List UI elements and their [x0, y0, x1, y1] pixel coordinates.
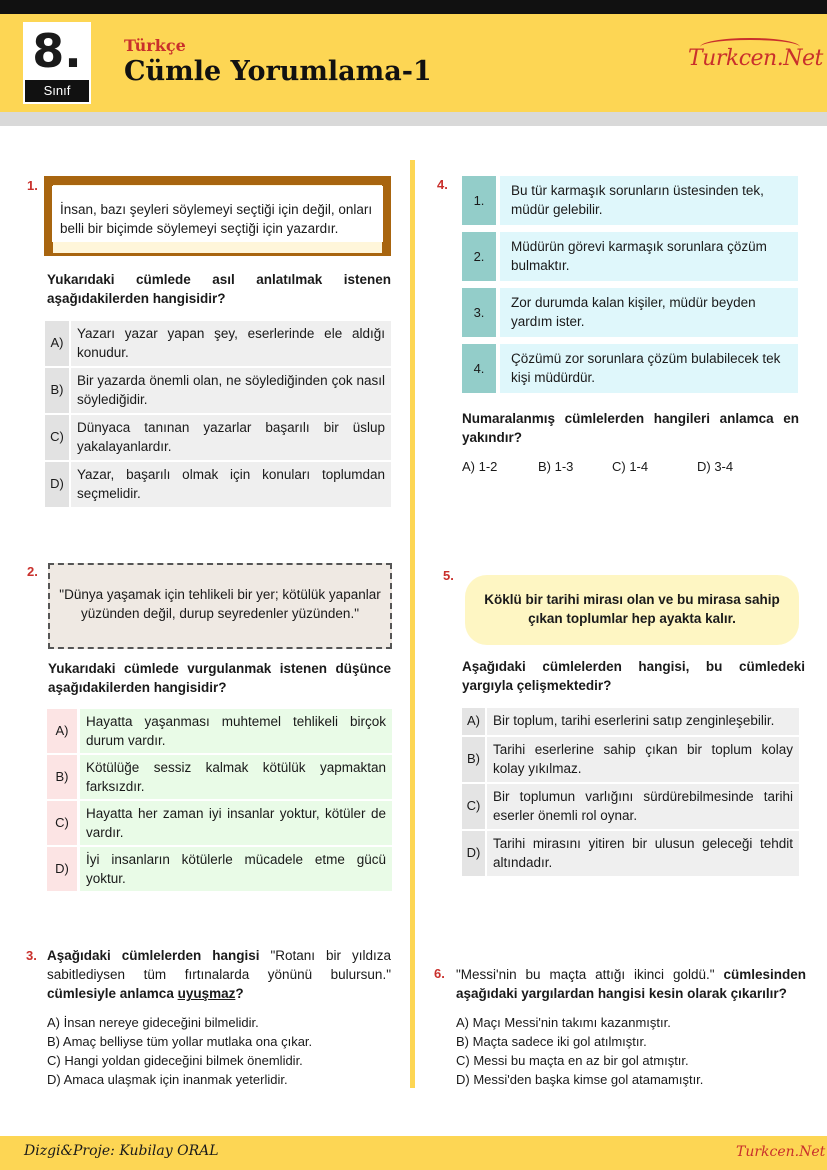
- question-4-option-d[interactable]: D) 3-4: [697, 459, 734, 474]
- question-6-option-d[interactable]: D) Messi'den başka kimse gol atamamıştır.: [456, 1072, 704, 1087]
- option-letter: A): [45, 321, 69, 366]
- question-6-number: 6.: [434, 966, 445, 981]
- question-3-stem: [47, 946, 391, 1003]
- question-6-option-a[interactable]: A) Maçı Messi'nin takımı kazanmıştır.: [456, 1015, 671, 1030]
- question-1-quote: İnsan, bazı şeyleri söylemeyi seçtiği için değil, onları belli bir biçimde söylemeyi seçtiği için yazardır.: [60, 202, 373, 236]
- option-text: Yazarı yazar yapan şey, eserlerinde ele aldığı konudur.: [71, 321, 391, 366]
- question-5-option-a[interactable]: [462, 708, 799, 735]
- option-text: Bir toplum, tarihi eserlerini satıp zenginleşebilir.: [487, 708, 799, 735]
- option-text: Dünyaca tanınan yazarlar başarılı bir üslup yakalayanlardır.: [71, 415, 391, 460]
- option-text: İyi insanların kötülerle mücadele etme gücü yoktur.: [80, 847, 392, 891]
- question-3-option-a[interactable]: A) İnsan nereye gideceğini bilmelidir.: [47, 1015, 259, 1030]
- question-4-item-3: [462, 288, 798, 337]
- option-text: Hayatta yaşanması muhtemel tehlikeli birçok durum vardır.: [80, 709, 392, 753]
- item-number: 2.: [462, 232, 496, 281]
- question-6-option-c[interactable]: C) Messi bu maçta en az bir gol atmıştır.: [456, 1053, 689, 1068]
- question-5-option-c[interactable]: [462, 784, 799, 829]
- question-5-number: 5.: [443, 568, 454, 583]
- option-text: Tarihi eserlerine sahip çıkan bir toplum kolay kolay yıkılmaz.: [487, 737, 799, 782]
- question-5-option-d[interactable]: [462, 831, 799, 876]
- option-letter: D): [45, 462, 69, 507]
- item-text: Bu tür karmaşık sorunların üstesinden tek, müdür gelebilir.: [500, 176, 798, 225]
- option-text: Yazar, başarılı olmak için konuları toplumdan seçmelidir.: [71, 462, 391, 507]
- grade-label: Sınıf: [25, 80, 89, 102]
- question-4-number: 4.: [437, 177, 448, 192]
- question-5-option-b[interactable]: [462, 737, 799, 782]
- question-2-quote: "Dünya yaşamak için tehlikeli bir yer; kötülük yapanlar yüzünden değil, durup seyredenler yüzünden.": [59, 587, 381, 621]
- stem-part: Aşağıdaki cümlelerden hangisi: [47, 948, 260, 963]
- option-letter: D): [47, 847, 77, 891]
- option-letter: A): [462, 708, 485, 735]
- question-4-option-b[interactable]: B) 1-3: [538, 459, 574, 474]
- stem-part: cümlesiyle anlamca: [47, 986, 174, 1001]
- grade-badge: [23, 22, 91, 104]
- item-number: 3.: [462, 288, 496, 337]
- item-text: Müdürün görevi karmaşık sorunlara çözüm bulmaktır.: [500, 232, 798, 281]
- question-4-item-2: [462, 232, 798, 281]
- question-4-stem: Numaralanmış cümlelerden hangileri anlamca en yakındır?: [462, 411, 799, 445]
- item-number: 4.: [462, 344, 496, 393]
- question-3-option-b[interactable]: B) Amaç belliyse tüm yollar mutlaka ona çıkar.: [47, 1034, 313, 1049]
- header-grey-band: [0, 112, 827, 126]
- question-2-option-c[interactable]: [47, 801, 392, 845]
- option-letter: A): [47, 709, 77, 753]
- question-2-stem: Yukarıdaki cümlede vurgulanmak istenen düşünce aşağıdakilerden hangisidir?: [48, 661, 391, 695]
- question-2-option-b[interactable]: [47, 755, 392, 799]
- question-1-stem: Yukarıdaki cümlede asıl anlatılmak istenen aşağıdakilerden hangisidir?: [47, 272, 391, 306]
- option-letter: C): [462, 784, 485, 829]
- option-text: Bir yazarda önemli olan, ne söylediğinden çok nasıl söylediğidir.: [71, 368, 391, 413]
- option-letter: B): [462, 737, 485, 782]
- question-3-number: 3.: [26, 948, 37, 963]
- subject-label: Türkçe: [124, 36, 186, 55]
- item-number: 1.: [462, 176, 496, 225]
- stem-part: cümlesinden aşağıdaki yargılardan hangisi kesin olarak çıkarılır?: [456, 967, 806, 1001]
- question-3-option-d[interactable]: D) Amaca ulaşmak için inanmak yeterlidir.: [47, 1072, 288, 1087]
- option-text: Tarihi mirasını yitiren bir ulusun geleceği tehdit altındadır.: [487, 831, 799, 876]
- question-4-option-a[interactable]: A) 1-2: [462, 459, 498, 474]
- brand-logo: Turkcen.Net: [688, 46, 823, 71]
- stem-quote: "Rotanı bir yıldıza sabitlediysen tüm fırtınalarda yönünü bulursun.": [47, 948, 391, 982]
- top-black-bar: [0, 0, 827, 14]
- question-1-option-c[interactable]: [45, 415, 391, 460]
- question-4-option-c[interactable]: C) 1-4: [612, 459, 649, 474]
- option-letter: B): [45, 368, 69, 413]
- column-divider: [410, 160, 415, 1088]
- option-text: Kötülüğe sessiz kalmak kötülük yapmaktan farksızdır.: [80, 755, 392, 799]
- question-5-stem: Aşağıdaki cümlelerden hangisi, bu cümledeki yargıyla çelişmektedir?: [462, 659, 805, 693]
- footer-credit: Dizgi&Proje: Kubilay ORAL: [24, 1143, 219, 1159]
- page-title: Cümle Yorumlama-1: [124, 56, 432, 87]
- option-letter: C): [47, 801, 77, 845]
- stem-quote: "Messi'nin bu maçta attığı ikinci goldü.": [456, 967, 715, 982]
- question-2-option-d[interactable]: [47, 847, 392, 891]
- question-3-option-c[interactable]: C) Hangi yoldan gideceğini bilmek önemlidir.: [47, 1053, 303, 1068]
- option-letter: C): [45, 415, 69, 460]
- question-1-number: 1.: [27, 178, 38, 193]
- question-5-quote: Köklü bir tarihi mirası olan ve bu mirasa sahip çıkan toplumlar hep ayakta kalır.: [484, 592, 780, 626]
- question-6-stem: [456, 965, 806, 1003]
- item-text: Çözümü zor sorunlara çözüm bulabilecek tek kişi müdürdür.: [500, 344, 798, 393]
- question-2-option-a[interactable]: [47, 709, 392, 753]
- question-4-item-4: [462, 344, 798, 393]
- question-1-option-d[interactable]: [45, 462, 391, 507]
- stem-underlined: uyuşmaz: [177, 986, 236, 1001]
- question-6-option-b[interactable]: B) Maçta sadece iki gol atılmıştır.: [456, 1034, 647, 1049]
- option-letter: D): [462, 831, 485, 876]
- option-text: Hayatta her zaman iyi insanlar yoktur, kötüler de vardır.: [80, 801, 392, 845]
- question-2-number: 2.: [27, 564, 38, 579]
- item-text: Zor durumda kalan kişiler, müdür beyden yardım ister.: [500, 288, 798, 337]
- question-4-item-1: [462, 176, 798, 225]
- grade-number: 8.: [32, 24, 82, 78]
- question-1-option-b[interactable]: [45, 368, 391, 413]
- option-text: Bir toplumun varlığını sürdürebilmesinde tarihi eserler önemli rol oynar.: [487, 784, 799, 829]
- stem-part: ?: [235, 986, 244, 1001]
- option-letter: B): [47, 755, 77, 799]
- question-1-option-a[interactable]: [45, 321, 391, 366]
- footer-logo: Turkcen.Net: [736, 1144, 826, 1160]
